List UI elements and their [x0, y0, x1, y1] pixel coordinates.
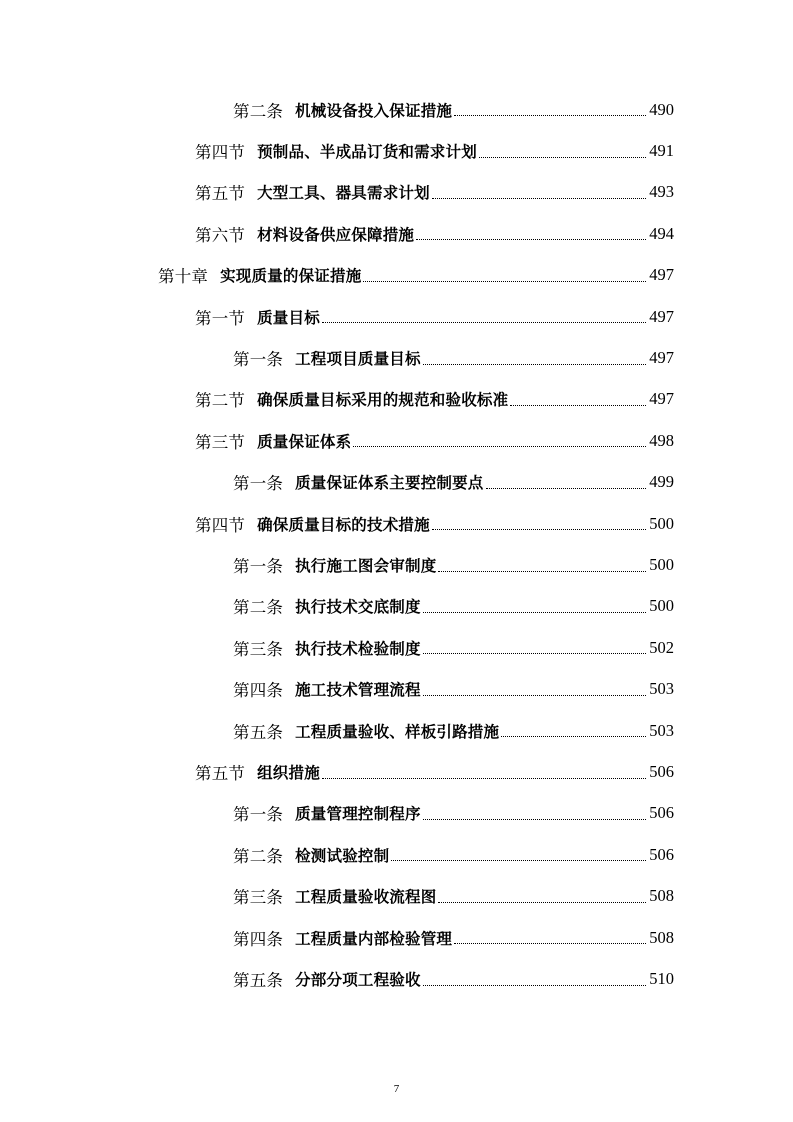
toc-entry-title: 执行施工图会审制度 — [295, 557, 437, 576]
toc-entry-label: 第一条 — [233, 805, 284, 825]
page-number: 7 — [393, 1083, 400, 1095]
toc-entry-title: 工程质量内部检验管理 — [295, 929, 453, 948]
dot-leader — [432, 182, 646, 199]
toc-entry-label: 第四条 — [233, 929, 284, 949]
dot-leader — [438, 555, 646, 572]
toc-entry-page: 500 — [649, 513, 674, 533]
toc-entry-title: 大型工具、器具需求计划 — [257, 184, 430, 203]
toc-entry[interactable] — [233, 669, 674, 710]
toc-entry-label: 第三节 — [195, 432, 246, 452]
dot-leader — [322, 306, 646, 323]
toc-entry-title: 工程质量验收流程图 — [295, 888, 437, 907]
toc-entry-page: 506 — [649, 844, 674, 864]
toc-entry-title: 机械设备投入保证措施 — [295, 101, 453, 120]
toc-entry-label: 第一节 — [195, 308, 246, 328]
toc-entry[interactable] — [233, 586, 674, 627]
toc-entry-title: 质量管理控制程序 — [295, 805, 421, 824]
toc-entry-page: 497 — [649, 389, 674, 409]
toc-entry-title: 工程项目质量目标 — [295, 350, 421, 369]
toc-entry[interactable] — [233, 876, 674, 917]
dot-leader — [322, 762, 646, 779]
toc-entry-label: 第一条 — [233, 557, 284, 577]
toc-entry[interactable] — [158, 255, 674, 296]
toc-entry-page: 500 — [649, 555, 674, 575]
dot-leader — [353, 430, 646, 447]
toc-entry-label: 第五条 — [233, 971, 284, 991]
toc-entry[interactable] — [195, 420, 674, 461]
dot-leader — [510, 389, 646, 406]
toc-entry-title: 材料设备供应保障措施 — [257, 225, 415, 244]
toc-entry-page: 498 — [649, 430, 674, 450]
toc-entry-page: 497 — [649, 265, 674, 285]
toc-entry[interactable] — [233, 793, 674, 834]
toc-entry-label: 第六节 — [195, 225, 246, 245]
toc-entry-page: 500 — [649, 596, 674, 616]
dot-leader — [391, 844, 646, 861]
toc-entry-title: 工程质量验收、样板引路措施 — [295, 722, 500, 741]
toc-entry-title: 质量目标 — [257, 308, 320, 327]
toc-entry[interactable] — [195, 296, 674, 337]
dot-leader — [423, 348, 647, 365]
toc-entry-label: 第四节 — [195, 143, 246, 163]
dot-leader — [416, 223, 646, 240]
toc-entry-label: 第一条 — [233, 350, 284, 370]
toc-entry-title: 质量保证体系主要控制要点 — [295, 474, 484, 493]
dot-leader — [486, 472, 647, 489]
toc-entry-page: 510 — [649, 969, 674, 989]
toc-entry[interactable] — [233, 627, 674, 668]
toc-entry-title: 执行技术检验制度 — [295, 639, 421, 658]
toc-entry[interactable] — [233, 462, 674, 503]
toc-entry[interactable] — [233, 544, 674, 585]
toc-entry[interactable] — [195, 213, 674, 254]
dot-leader — [438, 886, 646, 903]
toc-entry[interactable] — [195, 172, 674, 213]
dot-leader — [423, 969, 647, 986]
toc-entry-page: 506 — [649, 803, 674, 823]
toc-entry[interactable] — [195, 130, 674, 171]
toc-entry-page: 503 — [649, 720, 674, 740]
toc-entry-title: 质量保证体系 — [257, 432, 352, 451]
toc-entry-label: 第三条 — [233, 888, 284, 908]
toc-entry-label: 第三条 — [233, 639, 284, 659]
toc-entry-label: 第五节 — [195, 184, 246, 204]
toc-entry[interactable] — [195, 379, 674, 420]
toc-entry[interactable] — [195, 503, 674, 544]
toc-entry-label: 第五节 — [195, 764, 246, 784]
toc-entry[interactable] — [233, 834, 674, 875]
dot-leader — [479, 141, 646, 158]
toc-entry-page: 499 — [649, 472, 674, 492]
dot-leader — [454, 99, 646, 116]
toc-entry-title: 施工技术管理流程 — [295, 681, 421, 700]
toc-entry-label: 第二条 — [233, 846, 284, 866]
toc-entry-page: 497 — [649, 348, 674, 368]
toc-entry-label: 第二条 — [233, 101, 284, 121]
toc-entry[interactable] — [233, 917, 674, 958]
toc-entry-page: 494 — [649, 223, 674, 243]
toc-entry-page: 491 — [649, 141, 674, 161]
toc-entry[interactable] — [233, 337, 674, 378]
toc-entry[interactable] — [233, 958, 674, 999]
toc-entry-page: 508 — [649, 927, 674, 947]
dot-leader — [423, 803, 647, 820]
toc-entry-title: 确保质量目标采用的规范和验收标准 — [257, 391, 509, 410]
toc-entry-title: 检测试验控制 — [295, 846, 390, 865]
toc-entry-page: 503 — [649, 679, 674, 699]
dot-leader — [423, 596, 647, 613]
toc-entry-page: 508 — [649, 886, 674, 906]
toc-entry[interactable] — [233, 89, 674, 130]
toc-entry-page: 506 — [649, 762, 674, 782]
toc-entry-title: 组织措施 — [257, 764, 320, 783]
dot-leader — [501, 720, 646, 737]
toc-entry-label: 第二条 — [233, 598, 284, 618]
toc-entry-title: 确保质量目标的技术措施 — [257, 515, 430, 534]
toc-entry-title: 实现质量的保证措施 — [220, 267, 362, 286]
toc-entry-label: 第五条 — [233, 722, 284, 742]
toc-entry-label: 第四节 — [195, 515, 246, 535]
toc-entry-page: 502 — [649, 637, 674, 657]
toc-entry[interactable] — [195, 751, 674, 792]
toc-entry-label: 第四条 — [233, 681, 284, 701]
toc-entry-page: 497 — [649, 306, 674, 326]
toc-entry-label: 第一条 — [233, 474, 284, 494]
toc-entry-page: 490 — [649, 99, 674, 119]
dot-leader — [423, 637, 647, 654]
dot-leader — [454, 927, 646, 944]
toc-entry-label: 第十章 — [158, 267, 209, 287]
dot-leader — [432, 513, 646, 530]
toc-entry-label: 第二节 — [195, 391, 246, 411]
toc-entry-title: 分部分项工程验收 — [295, 971, 421, 990]
toc-entry-title: 执行技术交底制度 — [295, 598, 421, 617]
dot-leader — [423, 679, 647, 696]
toc-entry-title: 预制品、半成品订货和需求计划 — [257, 143, 477, 162]
toc-entry-page: 493 — [649, 182, 674, 202]
dot-leader — [363, 265, 646, 282]
toc-entry[interactable] — [233, 710, 674, 751]
